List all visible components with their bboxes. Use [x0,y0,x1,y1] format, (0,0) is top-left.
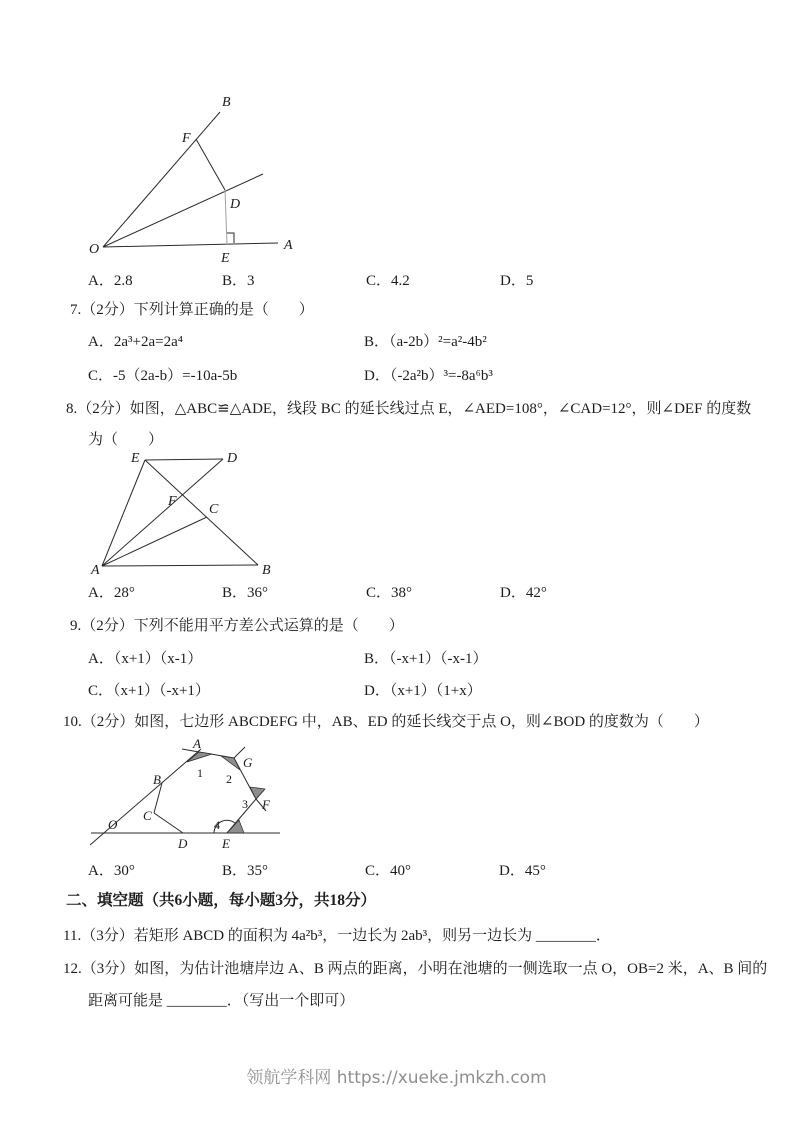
q9-option-a: A．（x+1）（x-1） [88,651,203,667]
vertex-label-E: E [222,836,230,851]
q11-text: 11.（3分）若矩形 ABCD 的面积为 4a²b³，一边长为 2ab³，则另一边长为 ________． [63,928,611,944]
right-angle-mark [227,233,234,243]
q10-option-a: A．30° [88,863,135,879]
angle-label-4: 4 [214,818,220,832]
line-ED [145,459,223,460]
line-AB-extended-O [90,749,201,845]
q7-option-b: B．（a-2b）²=a²-4b² [364,334,487,350]
line-AC [102,517,207,566]
vertex-label-D: D [227,451,238,466]
q8-option-d: D．42° [500,585,547,601]
q7-title: 7.（2分）下列计算正确的是（ ） [70,302,314,318]
vertex-label-G: G [243,755,253,770]
vertex-label-C: C [209,502,219,517]
q7-option-c: C．-5（2a-b）=-10a-5b [88,368,238,384]
vertex-label-F: F [182,131,191,146]
line-AD [102,459,223,566]
q8-title-line2: 为（ ） [88,432,164,448]
vertex-label-B: B [262,563,271,578]
side-CD [154,813,183,833]
q9-option-b: B．（-x+1）（-x-1） [364,651,488,667]
vertex-label-E: E [131,451,140,466]
q9-option-c: C．（x+1）（-x+1） [88,683,210,699]
vertex-label-D: D [178,836,188,851]
vertex-label-B: B [153,772,161,787]
angle-label-2: 2 [226,772,232,786]
vertex-label-F: F [168,494,177,509]
q6-option-b: B．3 [222,273,255,289]
q12-text-line2: 距离可能是 ________．（写出一个即可） [88,993,355,1009]
line-FD [196,139,225,190]
vertex-label-A: A [193,736,201,751]
q6-option-d: D．5 [500,273,534,289]
q7-option-d: D．（-2a²b）³=-8a⁶b³ [364,368,493,384]
line-OA [103,243,278,247]
vertex-label-D: D [230,197,241,212]
q12-text-line1: 12.（3分）如图，为估计池塘岸边 A、B 两点的距离，小明在池塘的一侧选取一点 O，OB=2 米，A、B 间的 [63,961,768,977]
figure-q6-geometry [60,82,300,267]
angle1-wedge [187,752,212,762]
angle4-wedge [227,820,244,833]
vertex-label-F: F [262,797,270,812]
vertex-label-A: A [284,238,293,253]
q6-option-a: A．2.8 [88,273,133,289]
q8-option-b: B．36° [222,585,269,601]
section2-header: 二、填空题（共6小题，每小题3分，共18分） [66,892,377,909]
figure-q10-heptagon [88,736,288,854]
q8-option-c: C．38° [366,585,413,601]
line-DE [225,190,227,245]
q10-option-d: D．45° [499,863,546,879]
angle-label-1: 1 [197,766,203,780]
q6-option-c: C．4.2 [366,273,410,289]
line-AB [102,565,258,566]
q10-option-c: C．40° [365,863,412,879]
site-watermark: 领航学科网 https://xueke.jmkzh.com [246,1068,547,1088]
q9-title: 9.（2分）下列不能用平方差公式运算的是（ ） [70,618,404,634]
q8-option-a: A．28° [88,585,135,601]
vertex-label-E: E [221,251,230,266]
q7-option-a: A．2a³+2a=2a⁴ [88,334,183,350]
q8-title-line1: 8.（2分）如图，△ABC≌△ADE，线段 BC 的延长线过点 E，∠AED=108°，∠CAD=12°，则∠DEF 的度数 [66,401,752,417]
vertex-label-B: B [222,95,231,110]
vertex-label-O: O [89,242,100,257]
line-AE [102,460,145,566]
vertex-label-C: C [143,808,152,823]
angle-label-3: 3 [242,797,248,811]
side-BC [154,783,162,813]
figure-q8-geometry [85,445,295,580]
vertex-label-A: A [91,563,100,578]
line-OB [103,112,220,247]
q10-option-b: B．35° [222,863,269,879]
q9-option-d: D．（x+1）（1+x） [364,683,482,699]
vertex-label-O: O [108,817,118,832]
q10-title: 10.（2分）如图，七边形 ABCDEFG 中，AB、ED 的延长线交于点 O，则∠BOD 的度数为（ ） [63,714,709,730]
